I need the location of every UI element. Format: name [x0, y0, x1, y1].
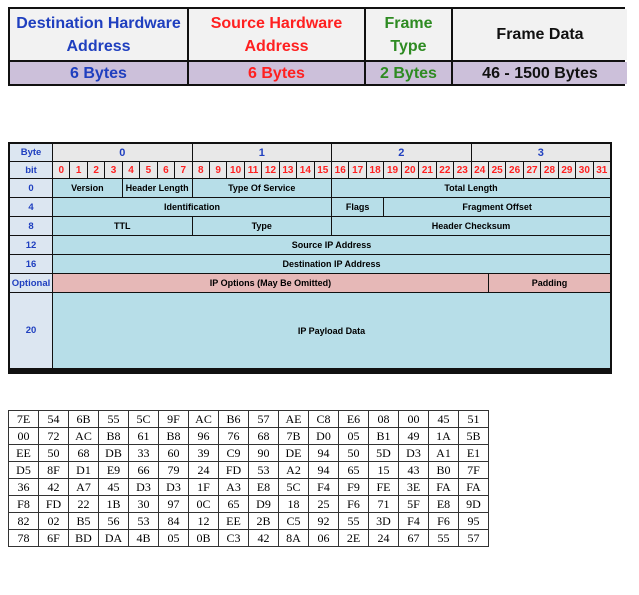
bit-number-cell: 0 [53, 162, 69, 178]
bit-number-cell: 9 [210, 162, 226, 178]
hex-byte-cell: 82 [9, 513, 39, 530]
hex-byte-cell: C5 [279, 513, 309, 530]
frame-size-cell: 2 Bytes [366, 62, 451, 84]
ip-header-diagram [8, 142, 612, 374]
bit-number-cell: 2 [88, 162, 104, 178]
hex-byte-cell: 96 [189, 428, 219, 445]
hex-byte-cell: 65 [339, 462, 369, 479]
hex-byte-cell: 76 [219, 428, 249, 445]
hex-byte-cell: D3 [159, 479, 189, 496]
hex-byte-cell: FA [429, 479, 459, 496]
bit-number-cell: 29 [559, 162, 575, 178]
hex-byte-cell: 08 [369, 411, 399, 428]
frame-header-cell: Frame Data [453, 9, 627, 60]
bit-number-cell: 21 [419, 162, 435, 178]
bit-number-cell: 28 [541, 162, 557, 178]
hex-byte-cell: 24 [189, 462, 219, 479]
bit-number-cell: 24 [472, 162, 488, 178]
hex-byte-cell: F4 [399, 513, 429, 530]
row-offset-label: 4 [10, 198, 52, 216]
hex-byte-cell: C8 [309, 411, 339, 428]
hex-byte-cell: 42 [39, 479, 69, 496]
bit-number-cell: 25 [489, 162, 505, 178]
header-field: Destination IP Address [53, 255, 610, 273]
bit-number-cell: 7 [175, 162, 191, 178]
hex-byte-cell: 50 [339, 445, 369, 462]
hex-dump-table [8, 410, 489, 547]
bit-number-cell: 27 [524, 162, 540, 178]
hex-byte-cell: F8 [9, 496, 39, 513]
hex-byte-cell: E8 [429, 496, 459, 513]
hex-byte-cell: 79 [159, 462, 189, 479]
hex-byte-cell: 90 [249, 445, 279, 462]
hex-byte-cell: EE [9, 445, 39, 462]
hex-byte-cell: 30 [129, 496, 159, 513]
hex-byte-cell: 94 [309, 445, 339, 462]
hex-byte-cell: D0 [309, 428, 339, 445]
hex-byte-cell: 97 [159, 496, 189, 513]
hex-byte-cell: 55 [339, 513, 369, 530]
bit-number-cell: 30 [576, 162, 592, 178]
hex-byte-cell: A7 [69, 479, 99, 496]
bit-number-cell: 5 [140, 162, 156, 178]
hex-byte-cell: FD [39, 496, 69, 513]
header-field: Padding [489, 274, 610, 292]
hex-byte-cell: 5C [279, 479, 309, 496]
hex-byte-cell: 6F [39, 530, 69, 547]
hex-byte-cell: 49 [399, 428, 429, 445]
hex-byte-cell: 55 [429, 530, 459, 547]
hex-byte-cell: 6B [69, 411, 99, 428]
hex-byte-cell: C3 [219, 530, 249, 547]
hex-byte-cell: 7F [459, 462, 489, 479]
bit-number-cell: 14 [297, 162, 313, 178]
header-field: Header Checksum [332, 217, 610, 235]
bit-number-cell: 22 [437, 162, 453, 178]
hex-byte-cell: AC [69, 428, 99, 445]
hex-byte-cell: 53 [249, 462, 279, 479]
hex-byte-cell: FD [219, 462, 249, 479]
hex-row [9, 445, 489, 462]
hex-byte-cell: 2B [249, 513, 279, 530]
row-offset-label: 20 [10, 293, 52, 368]
hex-byte-cell: 33 [129, 445, 159, 462]
hex-byte-cell: 65 [219, 496, 249, 513]
hex-byte-cell: DB [99, 445, 129, 462]
hex-byte-cell: E8 [249, 479, 279, 496]
hex-byte-cell: F6 [339, 496, 369, 513]
hex-byte-cell: 9F [159, 411, 189, 428]
hex-byte-cell: 51 [459, 411, 489, 428]
hex-byte-cell: C9 [219, 445, 249, 462]
hex-byte-cell: 02 [39, 513, 69, 530]
hex-byte-cell: 66 [129, 462, 159, 479]
hex-byte-cell: A3 [219, 479, 249, 496]
hex-byte-cell: D9 [249, 496, 279, 513]
header-field: Total Length [332, 179, 610, 197]
hex-byte-cell: 71 [369, 496, 399, 513]
header-field: Fragment Offset [384, 198, 610, 216]
hex-byte-cell: B0 [429, 462, 459, 479]
row-offset-label: 16 [10, 255, 52, 273]
bit-number-cell: 18 [367, 162, 383, 178]
hex-byte-cell: F4 [309, 479, 339, 496]
hex-byte-cell: 95 [459, 513, 489, 530]
hex-byte-cell: 61 [129, 428, 159, 445]
hex-byte-cell: 42 [249, 530, 279, 547]
hex-byte-cell: 0C [189, 496, 219, 513]
frame-size-cell: 6 Bytes [189, 62, 364, 84]
hex-row [9, 479, 489, 496]
hex-byte-cell: 5C [129, 411, 159, 428]
hex-byte-cell: AC [189, 411, 219, 428]
hex-byte-cell: 25 [309, 496, 339, 513]
hex-byte-cell: 18 [279, 496, 309, 513]
hex-byte-cell: 57 [459, 530, 489, 547]
hex-byte-cell: F6 [429, 513, 459, 530]
bit-number-cell: 12 [262, 162, 278, 178]
bit-number-cell: 31 [594, 162, 610, 178]
hex-byte-cell: B6 [219, 411, 249, 428]
hex-byte-cell: 8A [279, 530, 309, 547]
hex-byte-cell: 56 [99, 513, 129, 530]
row-offset-label: 12 [10, 236, 52, 254]
hex-row [9, 530, 489, 547]
hex-byte-cell: 05 [159, 530, 189, 547]
hex-byte-cell: E6 [339, 411, 369, 428]
hex-byte-cell: FA [459, 479, 489, 496]
hex-byte-cell: 67 [399, 530, 429, 547]
hex-byte-cell: DA [99, 530, 129, 547]
hex-row [9, 462, 489, 479]
byte-row-label: Byte [10, 144, 52, 161]
bit-number-cell: 20 [402, 162, 418, 178]
hex-byte-cell: B1 [369, 428, 399, 445]
hex-byte-cell: 68 [249, 428, 279, 445]
frame-header-cell: Destination Hardware Address [10, 9, 187, 60]
hex-byte-cell: E9 [99, 462, 129, 479]
byte-number-cell: 0 [53, 144, 192, 161]
byte-number-cell: 3 [472, 144, 611, 161]
hex-byte-cell: 55 [99, 411, 129, 428]
hex-byte-cell: 5B [459, 428, 489, 445]
bit-number-cell: 23 [454, 162, 470, 178]
hex-byte-cell: 00 [399, 411, 429, 428]
header-field: IP Options (May Be Omitted) [53, 274, 488, 292]
hex-byte-cell: 3D [369, 513, 399, 530]
hex-byte-cell: 06 [309, 530, 339, 547]
header-field: Flags [332, 198, 383, 216]
bit-number-cell: 4 [123, 162, 139, 178]
hex-byte-cell: AE [279, 411, 309, 428]
frame-size-cell: 6 Bytes [10, 62, 187, 84]
bit-number-cell: 16 [332, 162, 348, 178]
header-field: Type [193, 217, 332, 235]
row-offset-label: 0 [10, 179, 52, 197]
hex-byte-cell: 2E [339, 530, 369, 547]
bit-number-cell: 1 [70, 162, 86, 178]
hex-byte-cell: EE [219, 513, 249, 530]
hex-byte-cell: DE [279, 445, 309, 462]
hex-byte-cell: BD [69, 530, 99, 547]
bit-number-cell: 26 [506, 162, 522, 178]
bit-number-cell: 13 [280, 162, 296, 178]
hex-byte-cell: 54 [39, 411, 69, 428]
hex-byte-cell: B8 [99, 428, 129, 445]
hex-byte-cell: 5F [399, 496, 429, 513]
frame-size-cell: 46 - 1500 Bytes [453, 62, 627, 84]
bit-row-label: bit [10, 162, 52, 178]
hex-byte-cell: 39 [189, 445, 219, 462]
hex-row [9, 411, 489, 428]
header-field: Source IP Address [53, 236, 610, 254]
hex-byte-cell: E1 [459, 445, 489, 462]
byte-number-cell: 1 [193, 144, 332, 161]
hex-byte-cell: 84 [159, 513, 189, 530]
hex-byte-cell: 24 [369, 530, 399, 547]
hex-byte-cell: A1 [429, 445, 459, 462]
hex-byte-cell: 43 [399, 462, 429, 479]
bit-number-cell: 17 [349, 162, 365, 178]
hex-byte-cell: 78 [9, 530, 39, 547]
hex-row [9, 513, 489, 530]
hex-byte-cell: 72 [39, 428, 69, 445]
header-field: Type Of Service [193, 179, 332, 197]
hex-byte-cell: 94 [309, 462, 339, 479]
row-offset-label: 8 [10, 217, 52, 235]
hex-byte-cell: 05 [339, 428, 369, 445]
hex-byte-cell: 68 [69, 445, 99, 462]
hex-byte-cell: 4B [129, 530, 159, 547]
hex-byte-cell: 50 [39, 445, 69, 462]
hex-byte-cell: D3 [399, 445, 429, 462]
header-field: Identification [53, 198, 331, 216]
hex-byte-cell: 57 [249, 411, 279, 428]
hex-row [9, 428, 489, 445]
bit-number-cell: 11 [245, 162, 261, 178]
hex-byte-cell: 45 [99, 479, 129, 496]
hex-byte-cell: 7E [9, 411, 39, 428]
hex-byte-cell: 0B [189, 530, 219, 547]
bit-number-cell: 15 [315, 162, 331, 178]
hex-byte-cell: 3E [399, 479, 429, 496]
hex-byte-cell: 1B [99, 496, 129, 513]
row-offset-label: Optional [10, 274, 52, 292]
header-field: Header Length [123, 179, 192, 197]
bit-number-cell: 10 [227, 162, 243, 178]
hex-byte-cell: 22 [69, 496, 99, 513]
hex-byte-cell: 15 [369, 462, 399, 479]
hex-byte-cell: 7B [279, 428, 309, 445]
hex-byte-cell: D1 [69, 462, 99, 479]
header-field: Version [53, 179, 122, 197]
hex-byte-cell: 36 [9, 479, 39, 496]
bit-number-cell: 8 [193, 162, 209, 178]
hex-byte-cell: 1A [429, 428, 459, 445]
hex-byte-cell: B5 [69, 513, 99, 530]
hex-byte-cell: D3 [129, 479, 159, 496]
hex-byte-cell: 1F [189, 479, 219, 496]
header-field: IP Payload Data [53, 293, 610, 368]
hex-byte-cell: 5D [369, 445, 399, 462]
bit-number-cell: 6 [158, 162, 174, 178]
hex-byte-cell: F9 [339, 479, 369, 496]
hex-byte-cell: 00 [9, 428, 39, 445]
bit-number-cell: 19 [384, 162, 400, 178]
hex-byte-cell: 12 [189, 513, 219, 530]
hex-byte-cell: A2 [279, 462, 309, 479]
hex-byte-cell: D5 [9, 462, 39, 479]
hex-byte-cell: 9D [459, 496, 489, 513]
hex-row [9, 496, 489, 513]
hex-byte-cell: 45 [429, 411, 459, 428]
hex-byte-cell: 8F [39, 462, 69, 479]
hex-byte-cell: B8 [159, 428, 189, 445]
hex-byte-cell: 60 [159, 445, 189, 462]
byte-number-cell: 2 [332, 144, 471, 161]
bit-number-cell: 3 [105, 162, 121, 178]
frame-header-cell: Frame Type [366, 9, 451, 60]
hex-byte-cell: 92 [309, 513, 339, 530]
header-field: TTL [53, 217, 192, 235]
frame-header-cell: Source Hardware Address [189, 9, 364, 60]
ethernet-frame-table [8, 7, 625, 86]
hex-byte-cell: FE [369, 479, 399, 496]
hex-byte-cell: 53 [129, 513, 159, 530]
